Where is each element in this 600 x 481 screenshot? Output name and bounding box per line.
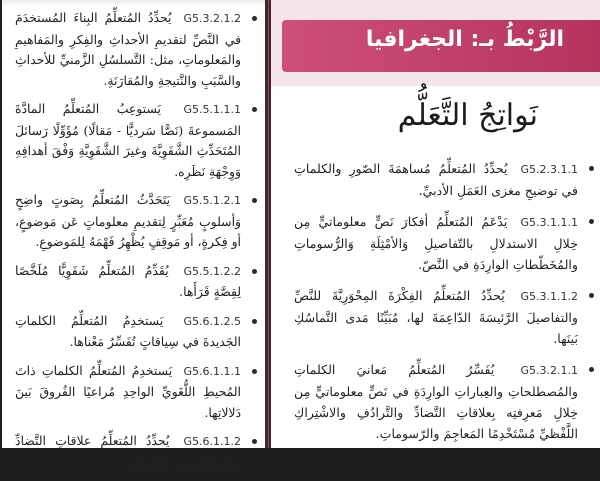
section-title: نَواتِجُ التَّعَلُّم	[397, 98, 538, 133]
list-item	[15, 431, 257, 473]
bullet-icon	[252, 198, 257, 203]
left-outcomes-list	[15, 8, 257, 481]
outcome-code: G5.3.1.1.2	[520, 290, 578, 303]
bullet-icon	[589, 219, 594, 224]
outcome-code: G5.6.1.2.5	[183, 314, 241, 328]
list-item	[15, 8, 257, 91]
bullet-icon	[252, 439, 257, 444]
list-item	[15, 361, 257, 424]
list-item	[15, 261, 257, 303]
outcome-code: G5.3.2.1.1	[520, 364, 578, 377]
outcome-text: يُحدِّدُ المُتعلِّمُ مُساهمَةَ الصّورِ والكلماتِ في توضيحِ مغزى العَمَلِ الأدبيِّ.	[294, 161, 578, 198]
left-page	[2, 0, 265, 470]
outcome-text: يَدْعَمُ المُتعلِّمُ أفكارَ نَصٍّ معلوماتيٍّ مِن خِلالِ الاستدلالِ بالتّفاصيلِ وَالأمْثِلَةِ وَالرُّسوماتِ والمُخَطّطاتِ الوارِدَةِ في النَّصّ.	[294, 214, 578, 272]
outcome-code: G5.2.3.1.1	[520, 163, 578, 176]
bullet-icon	[252, 369, 257, 374]
bullet-icon	[589, 166, 594, 171]
outcome-text: يُحدِّدُ المُتعلِّمُ البِناءَ المُستخدَمَ في النَّصِّ لتقديمِ الأحداثِ والفِكرِ والمَفاهيمِ والمَعلوماتِ، مثل: التَّسلسُلِ الزَّمنيِّ للأحداثِ والسَّبَبِ والنَّتيجةِ والمُقارَنَةِ.	[15, 10, 241, 88]
outcome-text: يَتَحَدَّثُ المُتعلِّمُ بِصَوتٍ واضِحٍ وَأسلوبٍ مُعَبِّرٍ لِتقديمِ معلوماتٍ عَن مَوضوعٍ، أو فِكرةٍ، أو مَوقِفٍ يُظْهِرُ فَهْمَهُ لِلمَوضوعِ.	[15, 192, 241, 249]
bullet-icon	[252, 319, 257, 324]
outcome-code: G5.6.1.1.2	[183, 435, 241, 448]
bullet-icon	[252, 107, 257, 112]
bullet-icon	[252, 16, 257, 21]
outcome-code: G5.3.2.1.2	[183, 12, 241, 25]
outcome-code: G5.5.1.2.1	[183, 194, 241, 207]
outcome-text: يَستخدِمُ المُتعلِّمُ الكلماتِ ذاتَ المُحيطِ اللُّغَويِّ الواحِدِ مُراعيًا الفُروقَ بَينَ دَلالاتِها.	[15, 362, 241, 420]
right-outcomes-list	[294, 158, 594, 454]
outcome-text: يَستخدِمُ المُتعلِّمُ الكلماتِ الجَديدةَ في سِياقاتٍ تُفَسِّرُ مَعْناها.	[15, 312, 241, 349]
list-item	[15, 311, 257, 353]
list-item	[294, 359, 594, 444]
list-item	[15, 190, 257, 253]
bullet-icon	[589, 293, 594, 298]
list-item	[294, 158, 594, 201]
outcome-text: يَستوعِبُ المُتعلِّمُ المادَّةَ المَسموعةَ (نَصًّا سَرديًّا - مَقالًا) مُؤَوِّلًا رَسائلَ المُتَحَدِّثِ الشَّفَوِيَّةَ وغيرَ الشَّفَوِيَّةِ وَفْقَ أهدافِهِ وَوِجْهَةِ نَظَرِه.	[15, 101, 241, 179]
page-divider	[268, 0, 269, 448]
page-top-edge	[2, 0, 265, 6]
list-item	[294, 211, 594, 275]
list-item	[294, 285, 594, 349]
outcome-text: يُقَدِّمُ المُتعلِّمُ شَفَوِيًّا مُلَخَّصًا لِقِصَّةٍ قَرَأَها.	[15, 262, 241, 299]
page-title: الرَّبْطُ بـ: الجغرافيا	[365, 27, 564, 52]
outcome-code: G5.3.1.1.1	[520, 216, 578, 229]
right-page	[271, 0, 600, 448]
outcome-text: يُحدِّدُ المُتعلِّمُ علاقاتِ التَّضادِّ والتَّرادُفِ بَينَ الكلماتِ.	[15, 433, 241, 470]
bullet-icon	[252, 269, 257, 274]
outcome-text: يُحدِّدُ المُتعلِّمُ الفِكْرَةَ المِحْوَرِيَّةَ للنَّصِّ والتفاصيلَ الرَّئيسَةَ الدّاعِمَةَ لها، مُبَيِّنًا مَدى التَّماسُكِ بَينَها.	[294, 288, 578, 346]
outcome-code: G5.5.1.1.1	[183, 103, 241, 116]
outcome-code: G5.5.1.2.2	[183, 264, 241, 278]
list-item	[15, 99, 257, 182]
outcome-code: G5.6.1.1.1	[183, 364, 241, 378]
bullet-icon	[589, 367, 594, 372]
outcome-text: يُفَسِّرُ المُتعلِّمُ مَعانيَ الكلماتِ والمُصطلحاتِ والعِباراتِ الوارِدَةِ في نَصٍّ معلوماتيٍّ مِن خِلالِ مَعرِفتِه بِعلاقاتِ التَّضادِّ والتَّرادُفِ والاشْتِراكِ اللَّفْظيِّ مُسْتَخْدِمًا المَعاجِمَ والرّسوماتِ.	[294, 362, 578, 441]
